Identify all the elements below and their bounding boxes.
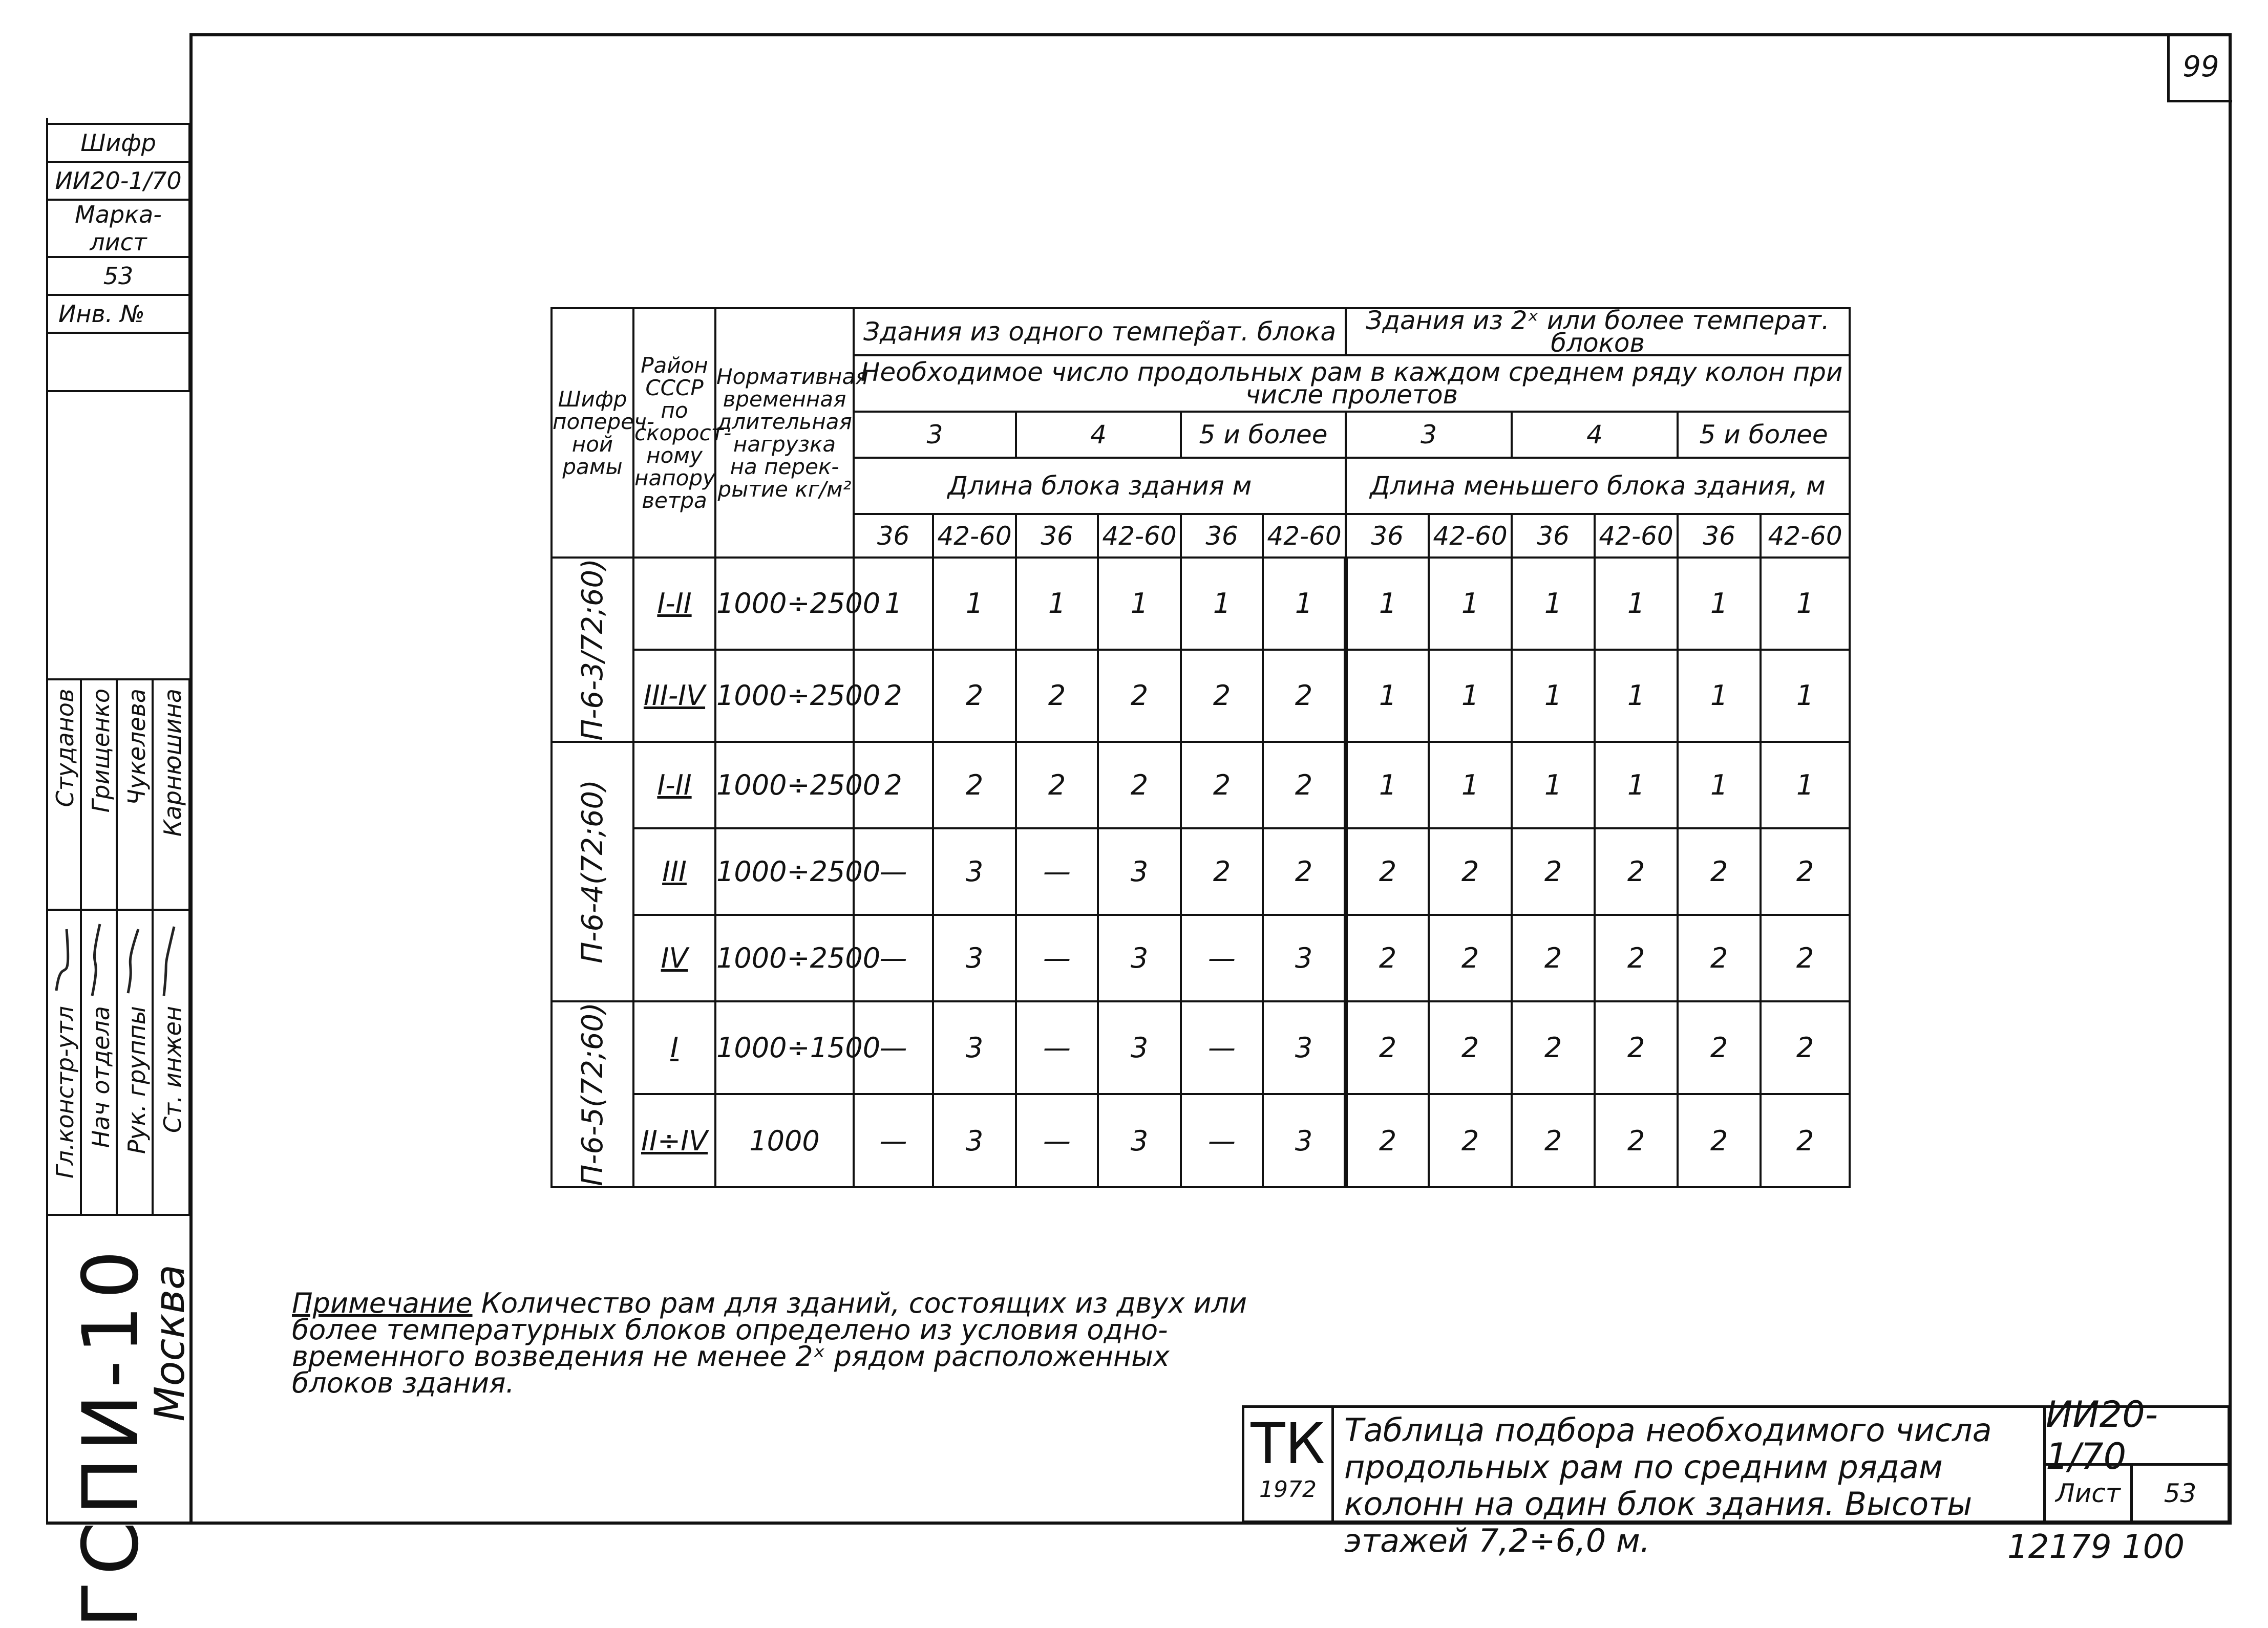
- length-header: 42-60: [933, 514, 1016, 558]
- value-cell: —: [1181, 1001, 1263, 1094]
- span-header: 3: [854, 412, 1016, 458]
- value-cell: 1: [1512, 558, 1595, 650]
- value-cell: 3: [933, 1001, 1016, 1094]
- region-cell: IV: [633, 915, 715, 1001]
- length-header: 36: [1016, 514, 1098, 558]
- frame-top-border: [189, 33, 2230, 36]
- span-header: 5 и более: [1181, 412, 1346, 458]
- cipher-label: Шифр: [47, 124, 189, 162]
- value-cell: —: [1181, 1094, 1263, 1187]
- cipher-value: ИИ20-1/70: [47, 162, 189, 200]
- table-row: [552, 828, 1850, 915]
- role-3: Рук. группы: [123, 1006, 151, 1154]
- side-stamp: [46, 123, 190, 392]
- value-cell: 1: [1346, 742, 1429, 828]
- value-cell: 2: [1346, 1094, 1429, 1187]
- signature-scribbles: [46, 919, 190, 1001]
- value-cell: 2: [1263, 742, 1346, 828]
- value-cell: 2: [1678, 828, 1761, 915]
- value-cell: 2: [1512, 915, 1595, 1001]
- tk-year: 1972: [1259, 1476, 1317, 1503]
- value-cell: 3: [933, 828, 1016, 915]
- value-cell: 2: [1098, 650, 1181, 742]
- value-cell: 2: [1346, 1001, 1429, 1094]
- value-cell: 1: [1429, 558, 1512, 650]
- value-cell: 2: [1098, 742, 1181, 828]
- length-header: 36: [854, 514, 933, 558]
- value-cell: 1: [1678, 650, 1761, 742]
- value-cell: 2: [1429, 915, 1512, 1001]
- header-region: Район СССР по скорост-ному напору ветра: [633, 308, 715, 558]
- table-row: [552, 650, 1850, 742]
- region-cell: III: [633, 828, 715, 915]
- value-cell: 1: [1761, 558, 1850, 650]
- value-cell: 3: [1263, 1094, 1346, 1187]
- frame-mark: П-6-5(72;60): [576, 1002, 609, 1186]
- length-header: 36: [1678, 514, 1761, 558]
- span-header: 5 и более: [1678, 412, 1850, 458]
- table-row: [552, 915, 1850, 1001]
- span-header: 3: [1346, 412, 1512, 458]
- length-header: 42-60: [1595, 514, 1678, 558]
- value-cell: 2: [1512, 1094, 1595, 1187]
- length-header: 42-60: [1263, 514, 1346, 558]
- signature-block: [46, 678, 190, 1216]
- region-cell: I: [633, 1001, 715, 1094]
- length-header: 42-60: [1098, 514, 1181, 558]
- value-cell: 2: [1181, 650, 1263, 742]
- value-cell: 1: [1678, 742, 1761, 828]
- value-cell: —: [1016, 828, 1098, 915]
- value-cell: 2: [1429, 1001, 1512, 1094]
- value-cell: 1: [1429, 742, 1512, 828]
- value-cell: 1: [1346, 558, 1429, 650]
- name-1: Студанов: [51, 689, 79, 807]
- organization: ГСПИ-10: [67, 1244, 156, 1628]
- value-cell: 2: [1263, 828, 1346, 915]
- value-cell: 2: [1512, 1001, 1595, 1094]
- value-cell: —: [1181, 915, 1263, 1001]
- load-cell: 1000÷2500: [715, 742, 854, 828]
- load-cell: 1000÷1500: [715, 1001, 854, 1094]
- value-cell: 1: [1346, 650, 1429, 742]
- value-cell: 2: [933, 650, 1016, 742]
- value-cell: 2: [854, 742, 933, 828]
- name-2: Грищенко: [87, 689, 115, 813]
- value-cell: 2: [1346, 828, 1429, 915]
- sheet-value: 53: [47, 257, 189, 295]
- value-cell: 1: [1512, 650, 1595, 742]
- value-cell: 2: [1761, 828, 1850, 915]
- value-cell: —: [854, 828, 933, 915]
- length-header: 42-60: [1429, 514, 1512, 558]
- value-cell: —: [1016, 1094, 1098, 1187]
- length-header: 36: [1346, 514, 1429, 558]
- length-header: 42-60: [1761, 514, 1850, 558]
- value-cell: 1: [1098, 558, 1181, 650]
- value-cell: 2: [1761, 915, 1850, 1001]
- value-cell: 3: [1098, 1001, 1181, 1094]
- value-cell: 1: [1595, 558, 1678, 650]
- value-cell: 3: [1263, 915, 1346, 1001]
- city: Москва: [146, 1265, 194, 1422]
- value-cell: 2: [933, 742, 1016, 828]
- value-cell: 3: [1098, 1094, 1181, 1187]
- value-cell: 2: [1429, 828, 1512, 915]
- value-cell: —: [854, 1001, 933, 1094]
- value-cell: 2: [1346, 915, 1429, 1001]
- value-cell: 1: [1595, 742, 1678, 828]
- value-cell: 2: [1761, 1094, 1850, 1187]
- value-cell: 2: [1181, 742, 1263, 828]
- region-cell: II÷IV: [633, 1094, 715, 1187]
- value-cell: 2: [1016, 650, 1098, 742]
- page-number: 99: [2167, 33, 2232, 102]
- region-cell: I-II: [633, 742, 715, 828]
- tk-cell: [1242, 1405, 1334, 1523]
- value-cell: 2: [854, 650, 933, 742]
- header-block-length-two: Длина меньшего блока здания, м: [1346, 458, 1850, 514]
- value-cell: 1: [1429, 650, 1512, 742]
- note-title: Примечание: [292, 1287, 473, 1319]
- value-cell: 1: [1263, 558, 1346, 650]
- frame-mark: П-6-3/72;60): [576, 559, 609, 741]
- value-cell: 3: [933, 915, 1016, 1001]
- value-cell: 2: [1595, 915, 1678, 1001]
- sheet-label: Марка-лист: [47, 200, 189, 257]
- value-cell: 2: [1678, 915, 1761, 1001]
- length-header: 36: [1512, 514, 1595, 558]
- rama-selection-table: [550, 307, 1851, 1188]
- length-header: 36: [1181, 514, 1263, 558]
- value-cell: 2: [1595, 828, 1678, 915]
- load-cell: 1000÷2500: [715, 650, 854, 742]
- name-3: Чукелева: [123, 689, 151, 805]
- value-cell: 2: [1678, 1094, 1761, 1187]
- load-cell: 1000÷2500: [715, 558, 854, 650]
- value-cell: 2: [1181, 828, 1263, 915]
- inv-label: Инв. №: [47, 295, 189, 333]
- role-2: Нач отдела: [87, 1006, 115, 1148]
- value-cell: 1: [933, 558, 1016, 650]
- value-cell: 1: [1595, 650, 1678, 742]
- value-cell: 2: [1429, 1094, 1512, 1187]
- document-title: Таблица подбора необходимого числа продольных рам по средним рядам колонн на один блок здания. Высоты этажей 7,2÷6,0 м.: [1331, 1405, 2046, 1523]
- region-cell: III-IV: [633, 650, 715, 742]
- value-cell: —: [854, 1094, 933, 1187]
- value-cell: —: [1016, 915, 1098, 1001]
- value-cell: 1: [1016, 558, 1098, 650]
- frame-mark-cell: [552, 558, 633, 742]
- load-cell: 1000: [715, 1094, 854, 1187]
- value-cell: 1: [1181, 558, 1263, 650]
- value-cell: —: [854, 915, 933, 1001]
- archive-number: 12179 100: [2007, 1528, 2185, 1566]
- value-cell: 3: [1098, 915, 1181, 1001]
- value-cell: 2: [1263, 650, 1346, 742]
- table-row: [552, 558, 1850, 650]
- value-cell: 1: [1761, 742, 1850, 828]
- value-cell: 2: [1512, 828, 1595, 915]
- role-1: Гл.констр-утл: [51, 1006, 79, 1179]
- value-cell: 3: [1263, 1001, 1346, 1094]
- header-load: Нормативная временная длительная нагрузка на перек-рытие кг/м²: [715, 308, 854, 558]
- note-text: Количество рам для зданий, состоящих из двух или более температурных блоков определено из условия одно-временного возведения не менее 2ˣ рядом расположенных блоков здания.: [292, 1287, 1247, 1399]
- table-row: [552, 1001, 1850, 1094]
- value-cell: 1: [1761, 650, 1850, 742]
- region-cell: I-II: [633, 558, 715, 650]
- value-cell: —: [1016, 1001, 1098, 1094]
- table-row: [552, 1094, 1850, 1187]
- table-row: [552, 742, 1850, 828]
- header-mark: Шифр попереч-ной рамы: [552, 308, 633, 558]
- value-cell: 2: [1678, 1001, 1761, 1094]
- header-required: Необходимое число продольных рам в каждом среднем ряду колон при числе пролетов: [854, 355, 1850, 412]
- header-one-block: Здания из одного темпер̃ат. блока: [854, 308, 1346, 355]
- frame-mark-cell: [552, 742, 633, 1001]
- load-cell: 1000÷2500: [715, 828, 854, 915]
- value-cell: 2: [1595, 1001, 1678, 1094]
- value-cell: 3: [1098, 828, 1181, 915]
- value-cell: 1: [854, 558, 933, 650]
- value-cell: 1: [1512, 742, 1595, 828]
- sheet-label-cell: Лист: [2043, 1463, 2133, 1523]
- load-cell: 1000÷2500: [715, 915, 854, 1001]
- value-cell: 2: [1761, 1001, 1850, 1094]
- name-4: Карнюшина: [159, 689, 186, 837]
- header-block-length-one: Длина блока здания м: [854, 458, 1346, 514]
- value-cell: 2: [1016, 742, 1098, 828]
- value-cell: 2: [1595, 1094, 1678, 1187]
- frame-right-border: [2229, 33, 2232, 1523]
- tk-mark: ТК: [1250, 1411, 1325, 1476]
- role-4: Ст. инжен: [159, 1006, 186, 1133]
- span-header: 4: [1016, 412, 1181, 458]
- inv-value: [47, 333, 189, 391]
- frame-mark: П-6-4(72;60): [576, 779, 609, 963]
- sheet-number-cell: 53: [2130, 1463, 2230, 1523]
- value-cell: 1: [1678, 558, 1761, 650]
- span-header: 4: [1512, 412, 1678, 458]
- header-two-blocks: Здания из 2ˣ или более темперaт. блоков: [1346, 308, 1850, 355]
- document-code: ИИ20-1/70: [2043, 1405, 2230, 1466]
- frame-mark-cell: [552, 1001, 633, 1187]
- value-cell: 3: [933, 1094, 1016, 1187]
- note: [292, 1287, 1265, 1399]
